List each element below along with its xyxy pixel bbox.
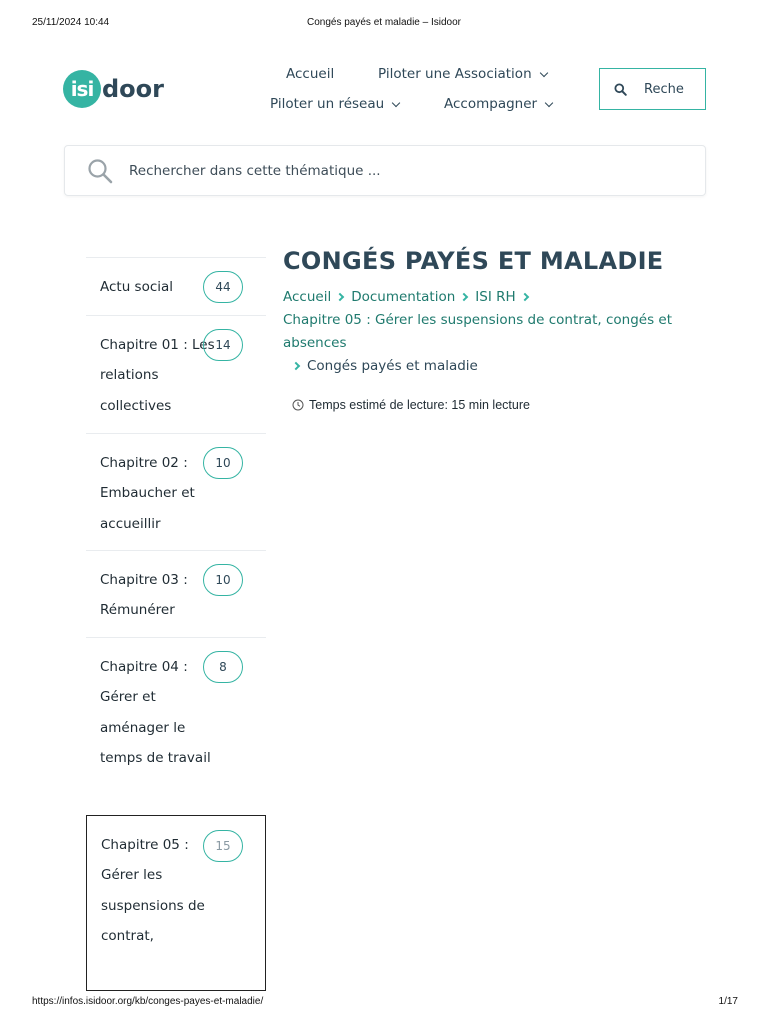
breadcrumb-current: Congés payés et maladie	[307, 358, 478, 374]
sidebar-item-label: Chapitre 01 : Les relations collectives	[100, 337, 215, 414]
count-badge: 15	[203, 830, 243, 862]
sidebar-item-chapitre-05[interactable]	[86, 815, 266, 991]
site-logo[interactable]	[63, 70, 164, 108]
sidebar-item-chapitre-02[interactable]	[86, 433, 266, 550]
logo-text: door	[102, 75, 164, 103]
nav-piloter-association[interactable]	[378, 66, 547, 82]
print-page-number: 1/17	[718, 996, 738, 1007]
page-title: CONGÉS PAYÉS ET MALADIE	[283, 247, 664, 275]
sidebar-item-label: Actu social	[100, 279, 174, 295]
chevron-down-icon	[545, 98, 553, 106]
chevron-right-icon	[292, 362, 300, 370]
count-badge: 14	[203, 329, 243, 361]
nav-accompagner[interactable]	[444, 96, 552, 112]
breadcrumb-chapter[interactable]: Chapitre 05 : Gérer les suspensions de contrat, congés et absences	[283, 312, 672, 351]
count-badge: 10	[203, 564, 243, 596]
thematic-search-input[interactable]	[129, 163, 689, 179]
search-icon	[87, 158, 113, 184]
count-badge: 10	[203, 447, 243, 479]
thematic-search-bar	[64, 145, 706, 196]
breadcrumb-documentation[interactable]: Documentation	[351, 289, 456, 305]
sidebar-item-chapitre-01[interactable]	[86, 315, 266, 433]
chevron-right-icon	[336, 293, 344, 301]
reading-time	[292, 398, 530, 412]
breadcrumb-home[interactable]: Accueil	[283, 289, 332, 305]
nav-piloter-reseau-label: Piloter un réseau	[270, 96, 385, 112]
reading-time-label: Temps estimé de lecture: 15 min lecture	[309, 398, 530, 412]
logo-circle: isi	[63, 70, 101, 108]
nav-accueil-label: Accueil	[286, 66, 335, 82]
nav-piloter-reseau[interactable]	[270, 96, 399, 112]
print-title: Congés payés et maladie – Isidoor	[307, 17, 461, 28]
header-search-text: Reche	[644, 81, 684, 97]
breadcrumb	[283, 286, 683, 378]
sidebar-item-label: Chapitre 04 : Gérer et aménager le temps de travail	[100, 659, 211, 766]
sidebar-item-label: Chapitre 03 : Rémunérer	[100, 572, 188, 619]
chevron-down-icon	[539, 68, 547, 76]
nav-piloter-association-label: Piloter une Association	[378, 66, 532, 82]
print-date: 25/11/2024 10:44	[32, 17, 110, 28]
sidebar-item-chapitre-03[interactable]	[86, 550, 266, 637]
chevron-down-icon	[392, 98, 400, 106]
chevron-right-icon	[520, 293, 528, 301]
sidebar-item-label: Chapitre 02 : Embaucher et accueillir	[100, 455, 195, 532]
sidebar	[86, 257, 266, 991]
clock-icon	[292, 399, 304, 411]
sidebar-item-label: Chapitre 05 : Gérer les suspensions de contrat,	[101, 837, 205, 944]
chevron-right-icon	[460, 293, 468, 301]
count-badge: 8	[203, 651, 243, 683]
print-url: https://infos.isidoor.org/kb/conges-payes-et-maladie/	[32, 996, 264, 1007]
nav-accueil[interactable]	[286, 66, 334, 82]
search-icon	[614, 83, 627, 96]
nav-accompagner-label: Accompagner	[444, 96, 538, 112]
breadcrumb-isi-rh[interactable]: ISI RH	[475, 289, 516, 305]
sidebar-item-chapitre-04[interactable]	[86, 637, 266, 815]
sidebar-item-actu-social[interactable]	[86, 257, 266, 315]
count-badge: 44	[203, 271, 243, 303]
header-search-field[interactable]	[599, 68, 706, 110]
